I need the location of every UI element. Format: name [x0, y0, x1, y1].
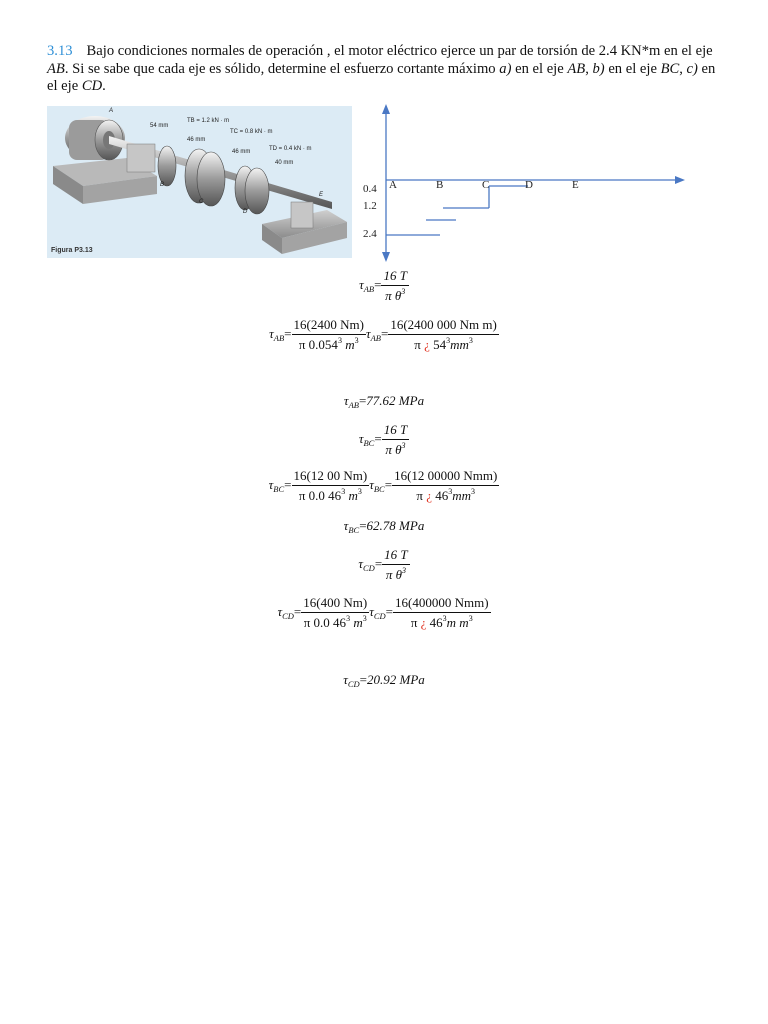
torque-tb: TB = 1.2 kN · m: [187, 118, 230, 124]
shaft-cd: CD: [81, 78, 103, 94]
eq-result-bc: $\tau_{BC}=62.78$ MPa: [343, 518, 425, 535]
eq-general-cd: $\tau_{CD}=$ $\frac{16 T}{\pi \theta^3}$: [358, 547, 408, 582]
eq-substitution-cd: $\tau_{CD}=$ $\frac{16(400 Nm)}{\pi 0.0 46^3 m^3}$ $\tau_{CD}=$ $\frac{\text{16(400000 Nmm)}}{\pi ¿ 46^3m m^3}$: [277, 595, 489, 630]
shaft-illustration: [47, 106, 352, 258]
axis-arrow-up: [382, 104, 390, 114]
point-d: D: [525, 179, 533, 191]
torque-td: TD = 0.4 kN · m: [269, 146, 312, 152]
problem-text-e: en el eje: [604, 60, 661, 77]
error-glyph: ¿: [424, 337, 430, 352]
label-a: A: [109, 108, 114, 114]
torque-diagram: [358, 100, 698, 265]
part-c: c): [686, 60, 698, 77]
label-d: D: [243, 209, 248, 215]
shaft-ab: AB: [47, 60, 65, 77]
point-a: A: [389, 179, 397, 191]
error-glyph: ¿: [420, 615, 427, 630]
point-c: C: [482, 179, 490, 191]
eq-general-bc: $\tau_{BC}=$ $\frac{16 T}{\pi \theta^3}$: [358, 422, 408, 457]
problem-text-h: .: [102, 78, 106, 94]
dim-46-a: 46 mm: [187, 137, 206, 143]
problem-number: 3.13: [47, 43, 73, 59]
figure-caption: Figura P3.13: [51, 247, 93, 254]
axis-arrow-right: [675, 176, 685, 184]
point-e: E: [572, 179, 579, 191]
problem-text-g: en el eje: [47, 60, 716, 94]
value-0-4: 0.4: [363, 183, 377, 195]
eq-substitution-bc: $\tau_{BC}=$ $\frac{16(12 00 Nm)}{\pi 0.0 46^3 m^3}$ $\tau_{BC}=$ $\frac{\text{16(12 00000 Nmm)}}{\pi ¿ 46^3mm^3}$: [268, 468, 498, 503]
shaft-ab-2: AB: [567, 60, 586, 77]
problem-text-f: ,: [679, 60, 687, 77]
problem-text-d: ,: [585, 60, 593, 77]
point-b: B: [436, 179, 444, 191]
dim-46-b: 46 mm: [232, 149, 251, 155]
dim-54: 54 mm: [150, 123, 169, 129]
part-b: b): [592, 60, 605, 77]
eq-result-ab: $\tau_{AB}=77.62$ MPa: [343, 393, 425, 410]
shaft-figure: [47, 106, 352, 258]
eq-substitution-ab: $\tau_{AB}=$ $\frac{16(2400 Nm)}{\pi 0.054^3 m^3}$ $\tau_{AB}=$ $\frac{\text{16(2400 000 Nm m)}}{\pi ¿ 54^3mm^3}$: [269, 317, 497, 352]
problem-text-b: . Si se sabe que cada eje es sólido, determine el esfuerzo cortante máximo: [64, 60, 500, 77]
problem-text-a: Bajo condiciones normales de operación , el motor eléctrico ejerce un par de torsión de 2.4 KN*m en el eje: [86, 43, 713, 59]
label-b: B: [160, 182, 165, 188]
dim-40: 40 mm: [275, 160, 294, 166]
axis-arrow-down: [382, 252, 390, 262]
error-glyph: ¿: [426, 488, 432, 503]
label-e: E: [319, 192, 324, 198]
label-c: C: [199, 199, 204, 205]
problem-text-c: en el eje: [511, 60, 568, 77]
problem-statement: [47, 43, 727, 96]
eq-general-ab: $\tau_{AB}=$ $\frac{16 T}{\pi \theta^3}$: [359, 268, 407, 303]
torque-tc: TC = 0.8 kN · m: [230, 129, 273, 135]
shaft-bc: BC: [660, 60, 680, 77]
eq-result-cd: $\tau_{CD}=20.92$ MPa: [343, 672, 425, 689]
part-a: a): [499, 60, 512, 77]
value-1-2: 1.2: [363, 200, 377, 212]
value-2-4: 2.4: [363, 228, 377, 240]
